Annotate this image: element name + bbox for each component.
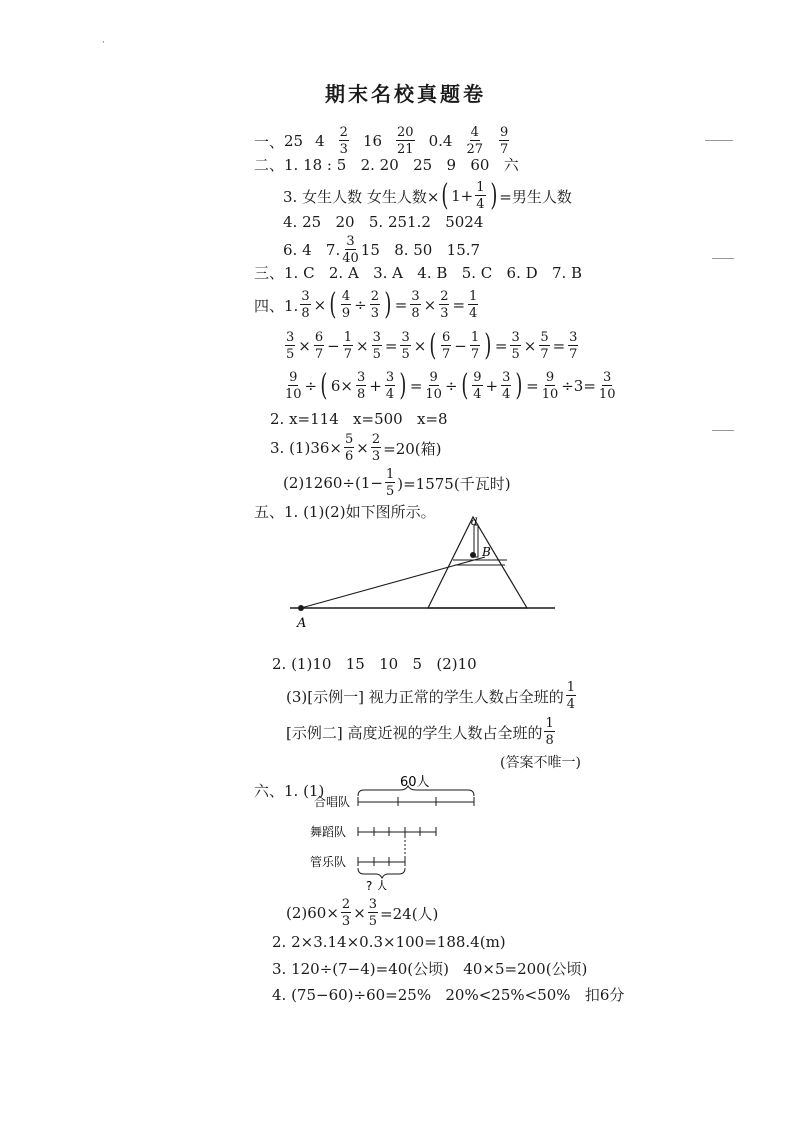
operator: = xyxy=(384,337,398,355)
fraction: $\frac{9}{10}$ xyxy=(541,370,559,402)
fraction: $\frac{3}{5}$ xyxy=(401,330,410,362)
operator: × xyxy=(356,337,369,355)
fraction: $\frac{2}{3}$ xyxy=(371,432,381,464)
fraction: $\frac{9}{10}$ xyxy=(285,370,302,402)
section-4-line-2: 2. x=114 x=500 x=8 xyxy=(270,410,448,428)
fraction: $\frac{2}{3}$ xyxy=(339,125,348,157)
operator: ÷ xyxy=(354,296,367,314)
expr-row-3 xyxy=(283,368,617,403)
paren: ) xyxy=(515,368,523,403)
row-label-dance: 舞蹈队 xyxy=(310,825,347,839)
section-5-line-3 xyxy=(286,676,578,716)
answer-note: (答案不唯一) xyxy=(500,755,581,771)
fraction: $\frac{1}{7}$ xyxy=(470,330,480,362)
section-6-line-1: 六、1. (1) xyxy=(254,781,325,800)
operator: + xyxy=(485,377,499,395)
text: × xyxy=(353,904,366,922)
paren: ( xyxy=(429,328,437,363)
fraction: $\frac{1}{7}$ xyxy=(343,330,352,362)
fraction: $\frac{1}{4}$ xyxy=(476,180,485,212)
operator: 6× xyxy=(330,377,353,395)
section-4-row-2 xyxy=(283,325,580,367)
fraction: $\frac{6}{7}$ xyxy=(314,330,324,362)
fraction: $\frac{9}{4}$ xyxy=(473,370,482,402)
operator: × xyxy=(298,337,311,355)
total-label: 60人 xyxy=(400,775,430,790)
text: 1+ xyxy=(451,187,474,205)
operator: − xyxy=(454,337,467,355)
unknown-label: ? 人 xyxy=(366,879,389,890)
answer-value: 25 xyxy=(284,132,304,150)
text: 6. 4 7. xyxy=(283,241,341,259)
operator: = xyxy=(552,337,566,355)
geometry-diagram xyxy=(285,505,565,635)
fraction: $\frac{2}{3}$ xyxy=(341,897,351,929)
operator: ÷3= xyxy=(561,377,596,395)
fraction: $\frac{1}{4}$ xyxy=(469,289,478,321)
operator: × xyxy=(413,337,427,355)
expr-row-1 xyxy=(298,287,480,322)
section-5-line-1: 五、1. (1)(2)如下图所示。 xyxy=(254,502,436,521)
fraction: $\frac{3}{5}$ xyxy=(372,330,381,362)
fraction: $\frac{3}{8}$ xyxy=(356,370,366,402)
answer-value: 4 xyxy=(315,132,325,150)
section-5-line-2: 2. (1)10 15 10 5 (2)10 xyxy=(272,655,477,673)
paren: ) xyxy=(384,287,392,322)
fraction: $\frac{9}{7}$ xyxy=(499,125,509,157)
paren: ( xyxy=(320,368,328,403)
label-b: B xyxy=(482,545,491,559)
fraction: $\frac{3}{40}$ xyxy=(342,234,359,266)
section-6-line-5: 4. (75−60)÷60=25% 20%<25%<50% 扣6分 xyxy=(272,985,625,1004)
answer-value: 0.4 xyxy=(428,132,453,150)
pole xyxy=(474,525,478,557)
operator: ÷ xyxy=(444,377,458,395)
scan-mark xyxy=(712,430,734,431)
operator: × xyxy=(423,296,437,314)
fraction: $\frac{1}{5}$ xyxy=(385,467,395,499)
text: (2)1260÷(1− xyxy=(283,474,383,492)
text: 15 8. 50 15.7 xyxy=(360,241,481,259)
page-title: 期末名校真题卷 xyxy=(325,82,486,106)
fraction: $\frac{3}{4}$ xyxy=(385,370,395,402)
row-label-chorus: 合唱队 xyxy=(314,795,351,809)
bar-segment-diagram xyxy=(300,770,560,890)
operator: + xyxy=(369,377,382,395)
section-6-line-4: 3. 120÷(7−4)=40(公顷) 40×5=200(公顷) xyxy=(272,959,588,978)
answer-value: 16 xyxy=(362,132,383,150)
fraction: $\frac{5}{6}$ xyxy=(344,432,354,464)
section-number: 四、1. xyxy=(254,296,299,315)
section-3-answers: 三、1. C 2. A 3. A 4. B 5. C 6. D 7. B xyxy=(254,263,583,282)
operator: = xyxy=(409,377,423,395)
fraction: $\frac{4}{9}$ xyxy=(341,289,351,321)
operator: = xyxy=(494,337,508,355)
text: )=1575(千瓦时) xyxy=(397,474,511,493)
expr-row-2 xyxy=(283,328,580,363)
fraction: $\frac{3}{4}$ xyxy=(502,370,511,402)
fraction: $\frac{3}{5}$ xyxy=(511,330,520,362)
bottom-brace xyxy=(358,868,405,878)
fraction: $\frac{3}{8}$ xyxy=(411,289,420,321)
point-a-dot xyxy=(298,605,304,611)
section-4-line-3 xyxy=(270,428,442,468)
fraction: $\frac{1}{4}$ xyxy=(566,680,576,712)
paren: ) xyxy=(489,178,497,213)
text: =24(人) xyxy=(380,904,439,923)
fraction: $\frac{3}{5}$ xyxy=(286,330,295,362)
operator: ÷ xyxy=(304,377,318,395)
text: [示例二] 高度近视的学生人数占全班的 xyxy=(286,723,543,742)
section-6-line-3: 2. 2×3.14×0.3×100=188.4(m) xyxy=(272,933,506,951)
operator: = xyxy=(526,377,539,395)
paren: ) xyxy=(399,368,407,403)
text: 3. (1)36× xyxy=(270,439,342,457)
text: × xyxy=(356,439,369,457)
fraction: $\frac{20}{21}$ xyxy=(397,125,414,157)
fraction: $\frac{3}{10}$ xyxy=(598,370,616,402)
fraction: $\frac{2}{3}$ xyxy=(440,289,449,321)
operator: × xyxy=(523,337,537,355)
paren: ( xyxy=(460,368,468,403)
section-4-row-1 xyxy=(254,284,480,326)
fraction: $\frac{4}{27}$ xyxy=(466,125,483,157)
text: (2)60× xyxy=(286,904,339,922)
fraction: $\frac{1}{8}$ xyxy=(545,716,554,748)
paren: ( xyxy=(329,287,337,322)
operator: = xyxy=(452,296,466,314)
fraction: $\frac{2}{3}$ xyxy=(370,289,380,321)
section-4-row-3 xyxy=(283,365,617,407)
fraction: $\frac{9}{10}$ xyxy=(425,370,442,402)
section-5-line-4 xyxy=(286,712,557,752)
label-a: A xyxy=(297,616,307,631)
fraction: $\frac{3}{8}$ xyxy=(301,289,310,321)
text: 3. 女生人数 女生人数× xyxy=(283,187,440,206)
text: =20(箱) xyxy=(383,439,442,458)
fraction: $\frac{5}{7}$ xyxy=(540,330,549,362)
label-d: d xyxy=(471,517,478,528)
section-number: 一、 xyxy=(254,132,285,151)
scan-dot: · xyxy=(102,38,105,48)
scan-mark xyxy=(712,258,734,259)
section-6-line-2 xyxy=(286,893,438,933)
operator: − xyxy=(327,337,340,355)
paren: ) xyxy=(484,328,492,363)
fraction: $\frac{6}{7}$ xyxy=(442,330,451,362)
operator: = xyxy=(394,296,408,314)
fraction: $\frac{3}{7}$ xyxy=(569,330,578,362)
operator: × xyxy=(313,296,327,314)
fraction: $\frac{3}{5}$ xyxy=(368,897,378,929)
text: =男生人数 xyxy=(499,187,572,206)
section-2-line-3: 4. 25 20 5. 251.2 5024 xyxy=(283,213,484,231)
row-label-band: 管乐队 xyxy=(310,855,347,869)
paren: ( xyxy=(441,178,449,213)
scan-mark xyxy=(705,140,733,141)
text: (3)[示例一] 视力正常的学生人数占全班的 xyxy=(286,687,564,706)
point-b-dot xyxy=(470,552,476,558)
section-2-line-1: 二、1. 18 : 5 2. 20 25 9 60 六 xyxy=(254,155,519,174)
